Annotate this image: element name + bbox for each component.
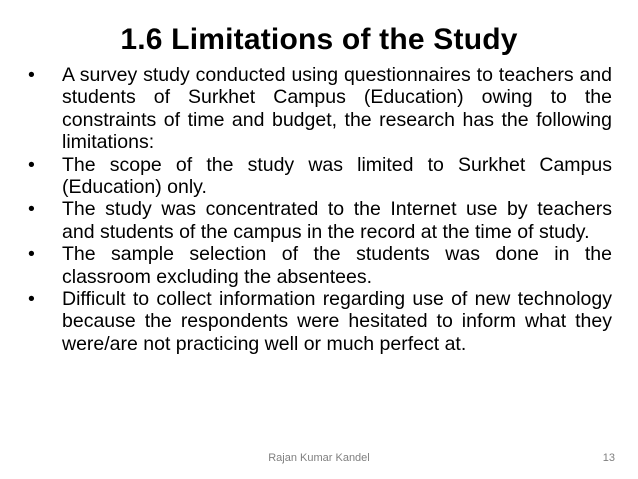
bullet-icon: •: [28, 64, 35, 86]
bullet-list: [28, 64, 612, 355]
list-item: [28, 64, 612, 154]
bullet-icon: •: [28, 198, 35, 221]
slide-title: 1.6 Limitations of the Study: [120, 23, 518, 56]
bullet-text: The study was concentrated to the Internet use by teachers and students of the campus in the record at the time of study.: [62, 198, 612, 243]
list-item: [28, 154, 612, 199]
list-item: [28, 198, 612, 243]
footer-author: Rajan Kumar Kandel: [268, 452, 370, 464]
bullet-icon: •: [28, 243, 35, 266]
list-item: [28, 243, 612, 288]
bullet-icon: •: [28, 288, 35, 311]
bullet-text: A survey study conducted using questionnaires to teachers and students of Surkhet Campus (Education) owing to the constraints of time and budget, the research has the following limitations:: [62, 64, 612, 154]
page-number: 13: [602, 452, 615, 464]
bullet-text: Difficult to collect information regarding use of new technology because the respondents were hesitated to inform what they were/are not practicing well or much perfect at.: [62, 288, 612, 355]
list-item: [28, 288, 612, 355]
bullet-text: The sample selection of the students was done in the classroom excluding the absentees.: [62, 243, 612, 288]
bullet-icon: •: [28, 153, 35, 176]
bullet-text: The scope of the study was limited to Surkhet Campus (Education) only.: [62, 153, 612, 199]
